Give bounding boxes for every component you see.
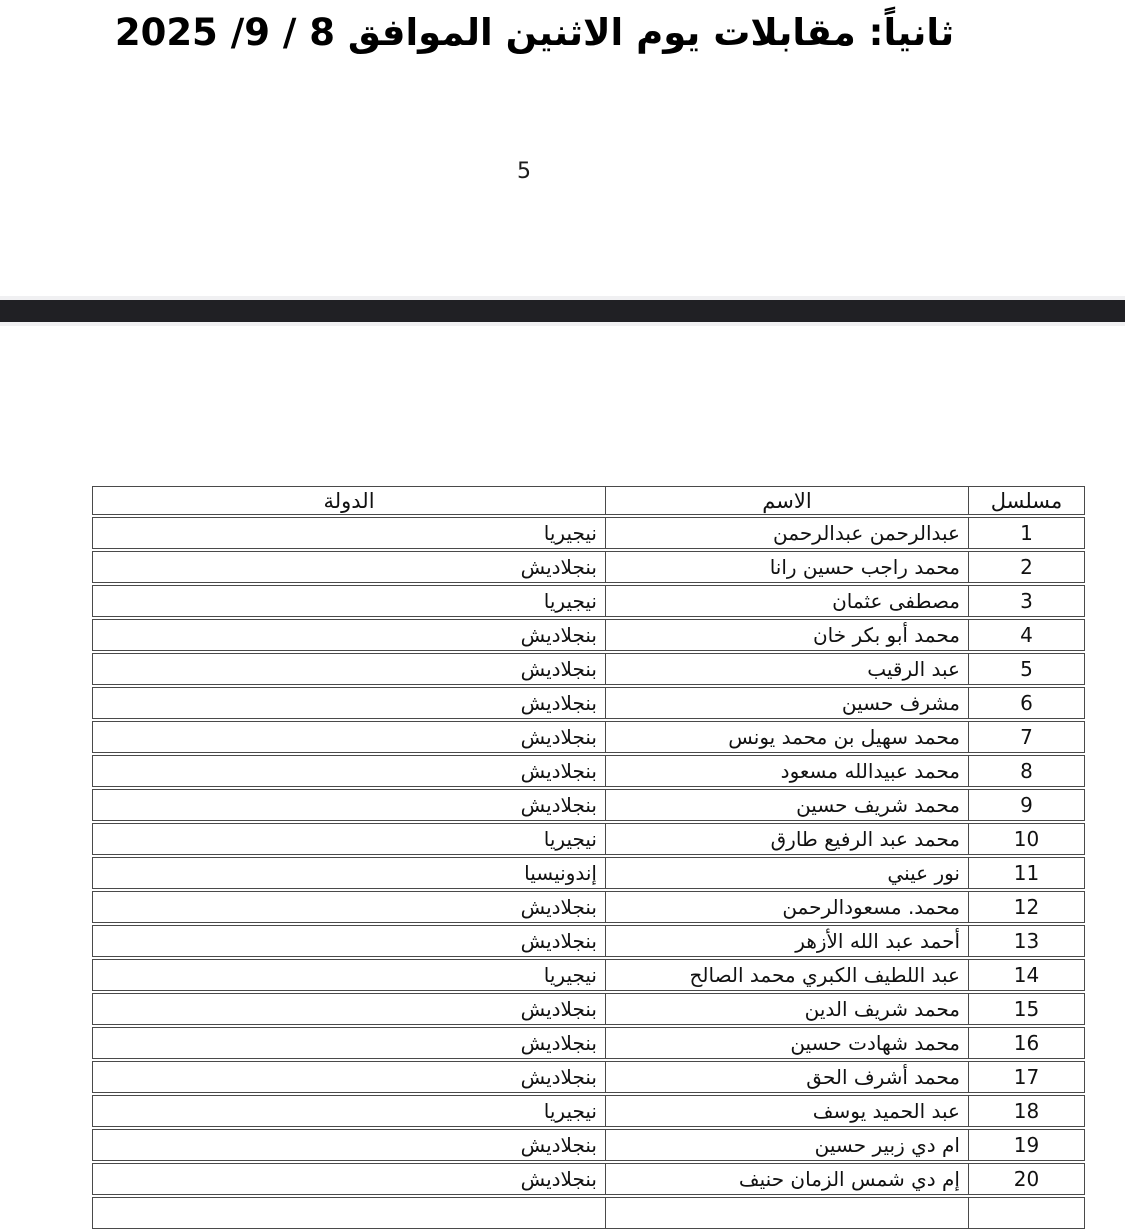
empty-cell xyxy=(968,1197,1085,1229)
serial-cell: 7 xyxy=(968,721,1085,753)
country-cell: نيجيريا xyxy=(92,517,605,549)
country-cell: بنجلاديش xyxy=(92,619,605,651)
table-row xyxy=(92,959,1085,991)
page-separator-bar xyxy=(0,300,1125,322)
country-cell: نيجيريا xyxy=(92,959,605,991)
serial-cell: 5 xyxy=(968,653,1085,685)
name-cell: ام دي زبير حسين xyxy=(605,1129,968,1161)
name-cell: مصطفى عثمان xyxy=(605,585,968,617)
table-row xyxy=(92,687,1085,719)
country-cell: بنجلاديش xyxy=(92,925,605,957)
serial-cell: 15 xyxy=(968,993,1085,1025)
table-row xyxy=(92,653,1085,685)
serial-cell: 1 xyxy=(968,517,1085,549)
table-row xyxy=(92,789,1085,821)
name-cell: محمد سهيل بن محمد يونس xyxy=(605,721,968,753)
country-cell: بنجلاديش xyxy=(92,891,605,923)
empty-cell xyxy=(92,1197,605,1229)
serial-cell: 12 xyxy=(968,891,1085,923)
country-cell: بنجلاديش xyxy=(92,1163,605,1195)
table-row xyxy=(92,585,1085,617)
country-cell: بنجلاديش xyxy=(92,721,605,753)
serial-cell: 11 xyxy=(968,857,1085,889)
name-cell: نور عيني xyxy=(605,857,968,889)
name-cell: محمد أبو بكر خان xyxy=(605,619,968,651)
table-row xyxy=(92,993,1085,1025)
table-row xyxy=(92,517,1085,549)
country-cell: بنجلاديش xyxy=(92,1061,605,1093)
country-cell: بنجلاديش xyxy=(92,551,605,583)
table-row xyxy=(92,891,1085,923)
serial-cell: 14 xyxy=(968,959,1085,991)
serial-cell: 16 xyxy=(968,1027,1085,1059)
country-cell: بنجلاديش xyxy=(92,789,605,821)
serial-cell: 19 xyxy=(968,1129,1085,1161)
country-cell: بنجلاديش xyxy=(92,993,605,1025)
table-header-row xyxy=(92,486,1085,515)
name-cell: محمد شريف حسين xyxy=(605,789,968,821)
table-row xyxy=(92,551,1085,583)
page-number: 5 xyxy=(517,159,531,184)
country-cell: نيجيريا xyxy=(92,585,605,617)
name-cell: عبد الرقيب xyxy=(605,653,968,685)
table-row-partial xyxy=(92,1197,1085,1229)
table-row xyxy=(92,1163,1085,1195)
country-cell: بنجلاديش xyxy=(92,1129,605,1161)
country-cell: بنجلاديش xyxy=(92,1027,605,1059)
table-row xyxy=(92,1027,1085,1059)
page-separator xyxy=(0,296,1125,326)
name-cell: مشرف حسين xyxy=(605,687,968,719)
serial-cell: 4 xyxy=(968,619,1085,651)
name-cell: عبد الحميد يوسف xyxy=(605,1095,968,1127)
name-cell: إم دي شمس الزمان حنيف xyxy=(605,1163,968,1195)
table-row xyxy=(92,1129,1085,1161)
table-row xyxy=(92,755,1085,787)
name-cell: محمد شهادت حسين xyxy=(605,1027,968,1059)
header-country: الدولة xyxy=(92,486,605,515)
header-name: الاسم xyxy=(605,486,968,515)
table-row xyxy=(92,925,1085,957)
serial-cell: 8 xyxy=(968,755,1085,787)
serial-cell: 17 xyxy=(968,1061,1085,1093)
country-cell: نيجيريا xyxy=(92,1095,605,1127)
interviews-table xyxy=(92,484,1085,1231)
name-cell: محمد راجب حسين رانا xyxy=(605,551,968,583)
serial-cell: 2 xyxy=(968,551,1085,583)
table-row xyxy=(92,857,1085,889)
name-cell: عبد اللطيف الكبري محمد الصالح xyxy=(605,959,968,991)
name-cell: محمد. مسعودالرحمن xyxy=(605,891,968,923)
page-title: ثانياً: مقابلات يوم الاثنين الموافق 8 / 9/ 2025 xyxy=(114,11,955,54)
name-cell: محمد عبد الرفيع طارق xyxy=(605,823,968,855)
serial-cell: 20 xyxy=(968,1163,1085,1195)
header-serial: مسلسل xyxy=(968,486,1085,515)
serial-cell: 10 xyxy=(968,823,1085,855)
serial-cell: 9 xyxy=(968,789,1085,821)
country-cell: نيجيريا xyxy=(92,823,605,855)
table-row xyxy=(92,1061,1085,1093)
country-cell: بنجلاديش xyxy=(92,653,605,685)
name-cell: محمد أشرف الحق xyxy=(605,1061,968,1093)
name-cell: أحمد عبد الله الأزهر xyxy=(605,925,968,957)
serial-cell: 18 xyxy=(968,1095,1085,1127)
name-cell: عبدالرحمن عبدالرحمن xyxy=(605,517,968,549)
country-cell: بنجلاديش xyxy=(92,687,605,719)
serial-cell: 13 xyxy=(968,925,1085,957)
country-cell: إندونيسيا xyxy=(92,857,605,889)
name-cell: محمد عبيدالله مسعود xyxy=(605,755,968,787)
table-row xyxy=(92,823,1085,855)
serial-cell: 3 xyxy=(968,585,1085,617)
table-row xyxy=(92,619,1085,651)
country-cell: بنجلاديش xyxy=(92,755,605,787)
serial-cell: 6 xyxy=(968,687,1085,719)
table-body xyxy=(92,517,1085,1229)
table-row xyxy=(92,721,1085,753)
table-row xyxy=(92,1095,1085,1127)
empty-cell xyxy=(605,1197,968,1229)
name-cell: محمد شريف الدين xyxy=(605,993,968,1025)
